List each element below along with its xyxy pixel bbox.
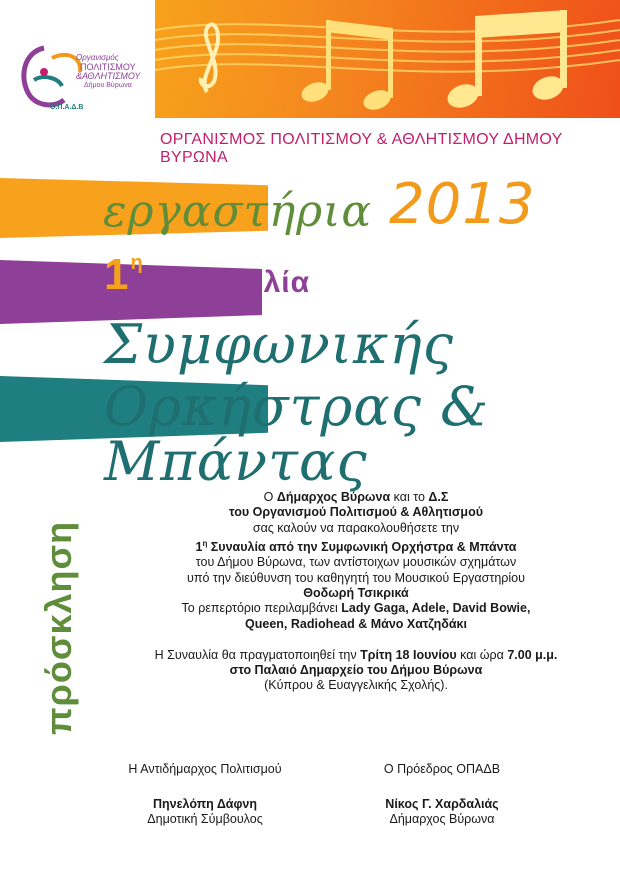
text-span: Ο — [263, 490, 277, 504]
text-bold: 7.00 μ.μ. — [507, 647, 558, 662]
text-span: Το ρεπερτόριο περιλαμβάνει — [181, 601, 342, 616]
title-line-1: Συμφωνικής — [104, 313, 454, 376]
text-span: Η Συναυλία θα πραγματοποιηθεί την — [154, 647, 361, 662]
title-first-number: 1 — [104, 250, 129, 299]
text-bold: στο Παλαιό Δημαρχείο του Δήμου Βύρωνα — [229, 663, 483, 678]
title-concert: συναυλία — [168, 266, 311, 299]
invitation-text — [96, 490, 616, 694]
invitation-line-1 — [96, 490, 616, 505]
music-notes-decoration — [155, 0, 620, 118]
invitation-line-8 — [96, 601, 616, 616]
signature-title: Δημοτική Σύμβουλος — [147, 812, 263, 826]
signature-role: Ο Πρόεδρος ΟΠΑΔΒ — [383, 762, 501, 776]
organization-logo — [14, 40, 164, 120]
invitation-line-2 — [96, 505, 616, 520]
signature-title: Δήμαρχος Βύρωνα — [389, 812, 495, 826]
logo-text-2: ΠΟΛΙΤΙΣΜΟΥ — [80, 62, 136, 72]
text-bold: Πηνελόπη Δάφνη — [152, 796, 258, 811]
logo-text-3: &ΑΘΛΗΤΙΣΜΟΥ — [76, 71, 141, 81]
signature-role: Η Αντιδήμαρχος Πολιτισμού — [128, 762, 282, 776]
logo-text-1: Οργανισμός — [76, 53, 119, 62]
text-sup: η — [202, 538, 208, 548]
text-bold: Νίκος Γ. Χαρδαλιάς — [385, 796, 499, 811]
title-first-sup: η — [130, 252, 143, 274]
text-bold: Δ.Σ — [428, 490, 449, 504]
title-line-2: Ορκήστρας & — [104, 375, 490, 438]
spacer — [96, 632, 616, 648]
side-label-invitation: πρόσκληση — [38, 520, 79, 735]
title-year: 2013 — [389, 172, 536, 237]
event-line-3: (Κύπρου & Ευαγγελικής Σχολής). — [264, 678, 448, 693]
text-bold: Queen, Radiohead & Μάνο Χατζηδάκι — [245, 616, 467, 631]
spacer — [322, 778, 562, 797]
title-first — [104, 250, 143, 300]
signature-right — [322, 762, 562, 828]
title-line-3: Μπάντας — [104, 430, 368, 493]
logo-abbr: Ο.Π.Α.Δ.Β — [50, 104, 84, 111]
text-bold: Συναυλία από την Συμφωνική Ορχήστρα & Μπάντα — [207, 540, 517, 555]
text-bold: Δήμαρχος Βύρωνα — [276, 490, 391, 504]
signature-name — [85, 797, 325, 813]
text-bold: 1 — [195, 540, 203, 555]
invitation-line-4 — [96, 536, 616, 555]
invitation-line-5: του Δήμου Βύρωνα, των αντίστοιχων μουσικών σχημάτων — [195, 555, 517, 570]
logo-text-4: Δήμου Βύρωνα — [84, 82, 132, 89]
invitation-line-6: υπό την διεύθυνση του καθηγητή του Μουσικού Εργαστηρίου — [187, 570, 525, 585]
invitation-line-3: σας καλούν να παρακολουθήσετε την — [252, 520, 460, 535]
text-bold: του Οργανισμού Πολιτισμού & Αθλητισμού — [228, 505, 483, 520]
event-line-1 — [96, 648, 616, 663]
invitation-line-7 — [96, 586, 616, 601]
text-span: και ώρα — [456, 647, 508, 662]
organization-name: ΟΡΓΑΝΙΣΜΟΣ ΠΟΛΙΤΙΣΜΟΥ & ΑΘΛΗΤΙΣΜΟΥ ΔΗΜΟΥ ΒΥΡΩΝΑ — [160, 131, 563, 166]
text-span: και το — [390, 490, 429, 504]
signature-left — [85, 762, 325, 828]
header-banner — [155, 0, 620, 118]
text-bold: Τρίτη 18 Ιουνίου — [360, 647, 457, 662]
title-workshops: εργαστήρια — [103, 186, 373, 237]
text-bold: Θοδωρή Τσικρικά — [303, 585, 409, 600]
signature-name — [322, 797, 562, 813]
text-bold: Lady Gaga, Adele, David Bowie, — [341, 601, 531, 616]
spacer — [85, 778, 325, 797]
invitation-line-9 — [96, 617, 616, 632]
event-line-2 — [96, 663, 616, 678]
